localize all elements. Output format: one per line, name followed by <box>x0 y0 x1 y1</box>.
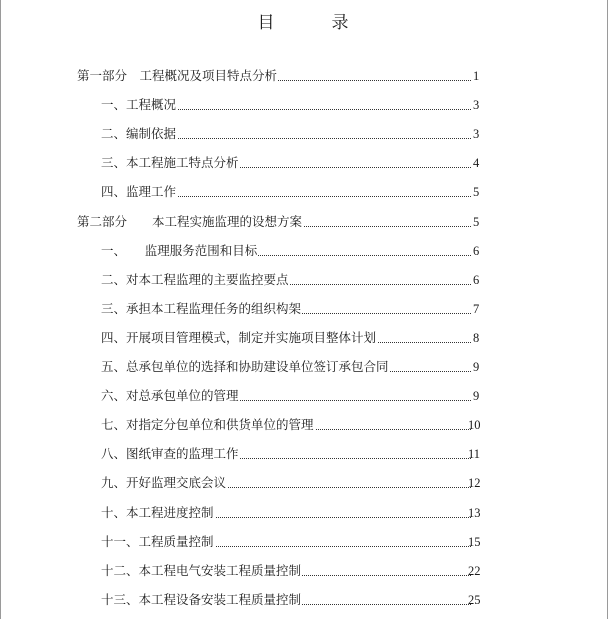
toc-entry[interactable] <box>1 590 607 610</box>
toc-entry[interactable] <box>1 124 607 144</box>
toc-entry-label: 一、工程概况 <box>101 95 177 115</box>
toc-page-number: 11 <box>468 447 481 462</box>
toc-entry-label: 第二部分 本工程实施监理的设想方案 <box>77 212 303 232</box>
toc-entry-label: 十二、本工程电气安装工程质量控制 <box>101 561 302 581</box>
toc-page-number: 3 <box>473 98 480 113</box>
toc-entry-label: 三、承担本工程监理任务的组织构架 <box>101 299 302 319</box>
toc-page-number: 13 <box>468 505 481 520</box>
toc-entry-label: 二、编制依据 <box>101 124 177 144</box>
toc-entry-label: 四、开展项目管理模式，制定并实施项目整体计划 <box>101 328 377 348</box>
toc-entry[interactable] <box>1 357 607 377</box>
toc-page-number: 5 <box>473 214 480 229</box>
toc-entry-label: 五、总承包单位的选择和协助建设单位签订承包合同 <box>101 357 390 377</box>
toc-page-number: 5 <box>473 185 480 200</box>
toc-entry[interactable] <box>1 561 607 581</box>
toc-entry[interactable] <box>1 299 607 319</box>
toc-entry-label: 十三、本工程设备安装工程质量控制 <box>101 590 302 610</box>
toc-entry-label: 十一、工程质量控制 <box>101 532 215 552</box>
toc-entry-label: 六、对总承包单位的管理 <box>101 386 240 406</box>
toc-entry[interactable] <box>1 66 607 86</box>
toc-page-number: 9 <box>473 360 480 374</box>
toc-entry-label: 一、 监理服务范围和目标 <box>101 241 258 261</box>
toc-entry[interactable] <box>1 212 607 232</box>
toc-entry[interactable] <box>1 270 607 290</box>
toc-page-number: 7 <box>473 301 480 316</box>
toc-page-number: 4 <box>473 156 480 171</box>
toc-entry[interactable] <box>1 182 607 202</box>
toc-title: 目 录 <box>257 13 369 33</box>
toc-page-number: 6 <box>473 243 480 258</box>
toc-page-number: 8 <box>473 330 480 345</box>
toc-entry[interactable] <box>1 386 607 406</box>
toc-entry-label: 八、图纸审查的监理工作 <box>101 444 240 464</box>
toc-page-number: 1 <box>473 69 480 83</box>
toc-entry[interactable] <box>1 503 607 523</box>
toc-entry[interactable] <box>1 473 607 493</box>
toc-page-number: 10 <box>468 418 481 433</box>
toc-entry[interactable] <box>1 95 607 115</box>
toc-page-number: 15 <box>468 534 481 549</box>
toc-page-number: 6 <box>473 272 480 287</box>
toc-entry[interactable] <box>1 153 607 173</box>
toc-entry[interactable] <box>1 328 607 348</box>
toc-entry-label: 三、本工程施工特点分析 <box>101 153 240 173</box>
toc-page-number: 9 <box>473 389 480 404</box>
toc-entry[interactable] <box>1 415 607 435</box>
toc-entry[interactable] <box>1 532 607 552</box>
toc-entry[interactable] <box>1 241 607 261</box>
toc-entry-label: 二、对本工程监理的主要监控要点 <box>101 270 290 290</box>
toc-entry-label: 四、监理工作 <box>101 182 177 202</box>
toc-entry-label: 第一部分 工程概况及项目特点分析 <box>77 66 278 86</box>
toc-entry-label: 十、本工程进度控制 <box>101 503 215 523</box>
toc-page-number: 22 <box>468 563 481 578</box>
toc-entry[interactable] <box>1 444 607 464</box>
toc-page-number: 3 <box>473 127 480 142</box>
toc-entry-label: 七、对指定分包单位和供货单位的管理 <box>101 415 315 435</box>
toc-page-number: 25 <box>468 592 481 607</box>
toc-entry-label: 九、开好监理交底会议 <box>101 473 227 493</box>
toc-page-number: 12 <box>468 476 481 491</box>
